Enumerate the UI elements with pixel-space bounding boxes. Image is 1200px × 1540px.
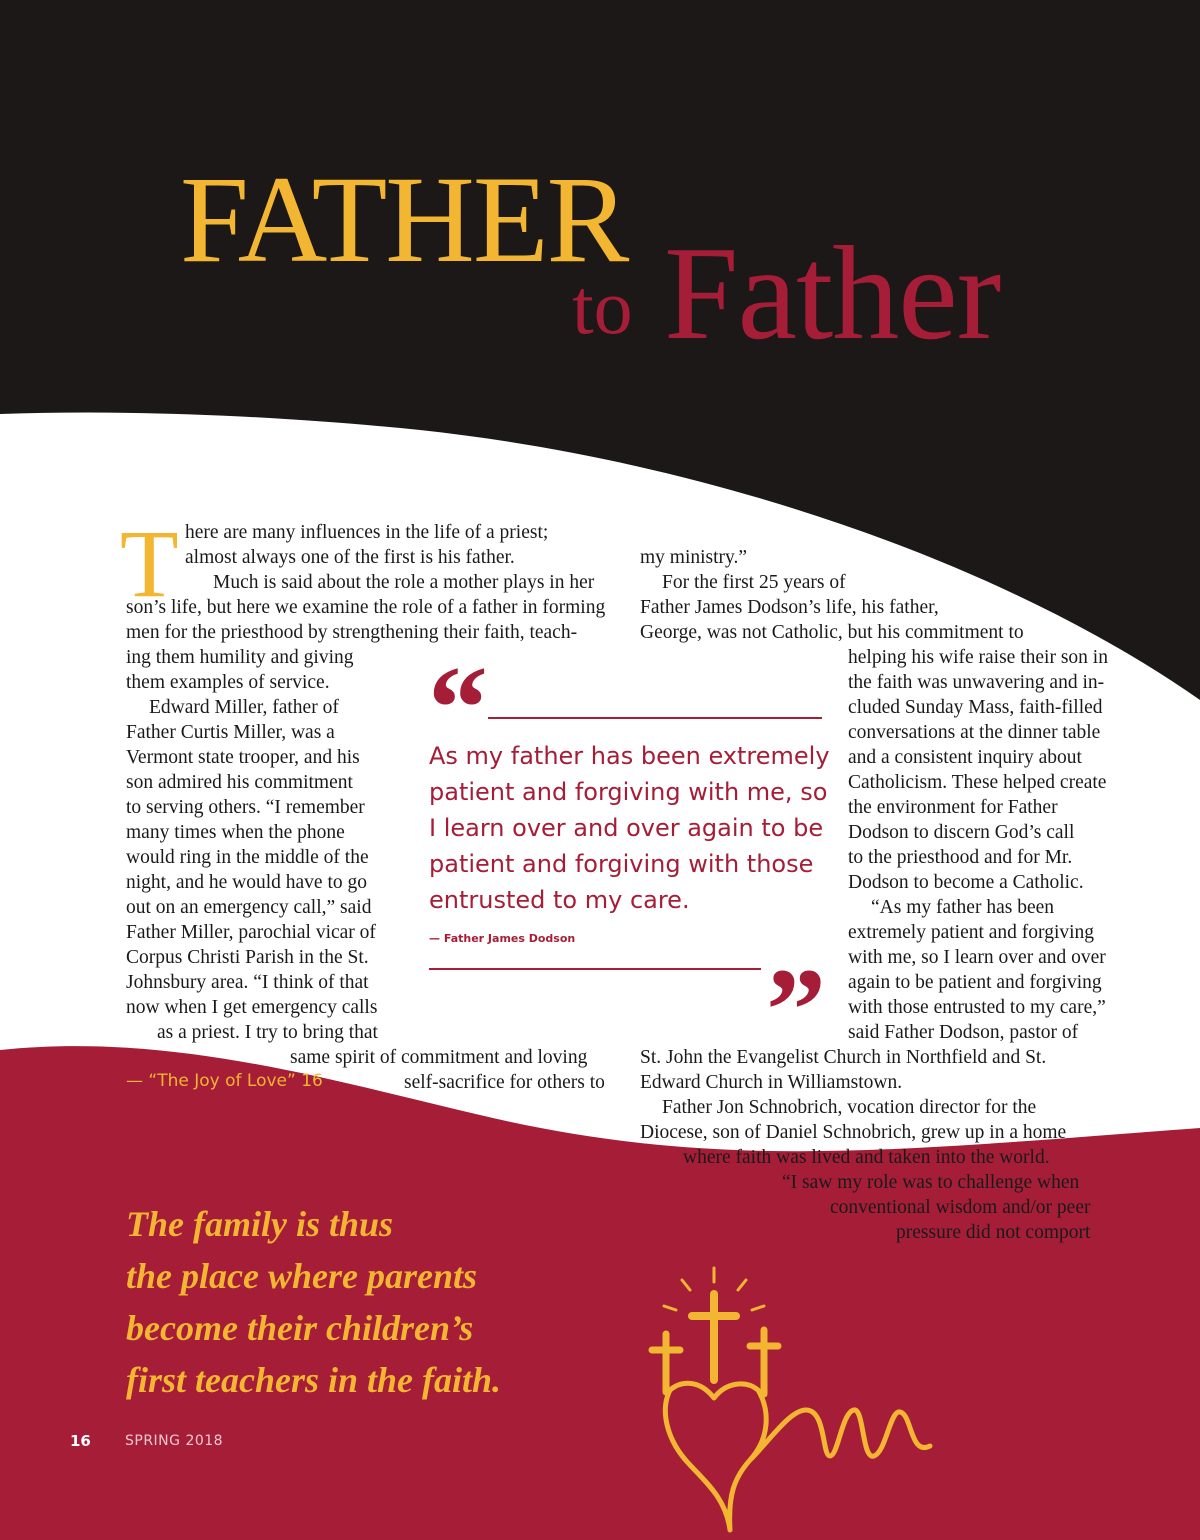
body-line: St. John the Evangelist Church in Northfield and St. bbox=[640, 1047, 1047, 1068]
body-line: Diocese, son of Daniel Schnobrich, grew up in a home bbox=[640, 1122, 1067, 1143]
body-line: self-sacrifice for others to bbox=[404, 1072, 605, 1093]
body-line: same spirit of commitment and loving bbox=[290, 1047, 588, 1068]
pull-quote-bottom-rule bbox=[429, 968, 761, 970]
body-line: with those entrusted to my care,” bbox=[848, 997, 1106, 1018]
body-line: them examples of service. bbox=[126, 672, 330, 693]
body-line: pressure did not comport bbox=[896, 1222, 1091, 1243]
body-line: Much is said about the role a mother plays in her bbox=[213, 572, 595, 593]
body-line: son admired his commitment bbox=[126, 772, 353, 793]
body-line: again to be patient and forgiving bbox=[848, 972, 1102, 993]
body-line: the faith was unwavering and in- bbox=[848, 672, 1105, 693]
pull-quote-line: I learn over and over again to be bbox=[429, 814, 824, 842]
body-line: now when I get emergency calls bbox=[126, 997, 378, 1018]
body-line: Corpus Christi Parish in the St. bbox=[126, 947, 369, 968]
body-line: to serving others. “I remember bbox=[126, 797, 365, 818]
body-line: here are many influences in the life of a priest; bbox=[185, 522, 549, 543]
heart-ribbon-icon bbox=[665, 1383, 930, 1530]
body-line: Vermont state trooper, and his bbox=[126, 747, 360, 768]
body-line: extremely patient and forgiving bbox=[848, 922, 1095, 943]
pull-quote-attribution: — Father James Dodson bbox=[429, 932, 576, 945]
body-line: Edward Church in Williamstown. bbox=[640, 1072, 903, 1093]
body-line: “I saw my role was to challenge when bbox=[782, 1172, 1080, 1193]
body-line: For the first 25 years of bbox=[662, 572, 846, 593]
right-cross-icon bbox=[750, 1330, 778, 1394]
feature-quote-line: become their children’s bbox=[126, 1308, 474, 1348]
body-line: Catholicism. These helped create bbox=[848, 772, 1107, 793]
crosses-heart-illustration bbox=[630, 1260, 950, 1540]
body-line: “As my father has been bbox=[871, 897, 1055, 918]
body-line: Father Miller, parochial vicar of bbox=[126, 922, 376, 943]
feature-quote-line: The family is thus bbox=[126, 1204, 394, 1244]
feature-quote-line: first teachers in the faith. bbox=[126, 1360, 502, 1400]
body-line: with me, so I learn over and over bbox=[848, 947, 1106, 968]
body-line: to the priesthood and for Mr. bbox=[848, 847, 1073, 868]
body-line: Father James Dodson’s life, his father, bbox=[640, 597, 939, 618]
body-line: out on an emergency call,” said bbox=[126, 897, 372, 918]
center-cross-icon bbox=[692, 1294, 736, 1380]
body-line: cluded Sunday Mass, faith-filled bbox=[848, 697, 1103, 718]
body-line: ing them humility and giving bbox=[126, 647, 354, 668]
body-line: Father Jon Schnobrich, vocation director for the bbox=[662, 1097, 1037, 1118]
body-line: conventional wisdom and/or peer bbox=[830, 1197, 1091, 1218]
body-line: men for the priesthood by strengthening their faith, teach- bbox=[126, 622, 578, 643]
title-to: to bbox=[572, 263, 633, 350]
body-line: Dodson to discern God’s call bbox=[848, 822, 1075, 843]
body-line: night, and he would have to go bbox=[126, 872, 367, 893]
body-line: said Father Dodson, pastor of bbox=[848, 1022, 1079, 1043]
body-line: George, was not Catholic, but his commitment to bbox=[640, 622, 1024, 643]
pull-quote-line: entrusted to my care. bbox=[429, 886, 690, 914]
body-line: almost always one of the first is his father. bbox=[185, 547, 515, 568]
body-line: Father Curtis Miller, was a bbox=[126, 722, 335, 743]
feature-quote-source: — “The Joy of Love” 16 bbox=[126, 1071, 323, 1091]
pull-quote-line: As my father has been extremely bbox=[429, 742, 830, 770]
feature-quote-line: the place where parents bbox=[126, 1256, 477, 1296]
title-father-second: Father bbox=[664, 219, 1001, 367]
black-header-wave bbox=[0, 0, 1200, 700]
body-line: helping his wife raise their son in bbox=[848, 647, 1108, 668]
open-quote-mark: “ bbox=[428, 641, 488, 774]
pull-quote-top-rule bbox=[488, 717, 822, 719]
body-line: would ring in the middle of the bbox=[126, 847, 369, 868]
body-line: many times when the phone bbox=[126, 822, 345, 843]
close-quote-mark: ” bbox=[766, 943, 826, 1076]
body-line: my ministry.” bbox=[640, 547, 748, 568]
title-father: FATHER bbox=[180, 151, 628, 288]
body-line: Johnsbury area. “I think of that bbox=[126, 972, 369, 993]
pull-quote-line: patient and forgiving with me, so bbox=[429, 778, 828, 806]
pull-quote-line: patient and forgiving with those bbox=[429, 850, 814, 878]
issue-label: SPRING 2018 bbox=[125, 1433, 224, 1449]
drop-cap: T bbox=[120, 510, 179, 617]
body-line: where faith was lived and taken into the world. bbox=[683, 1147, 1050, 1168]
left-cross-icon bbox=[652, 1334, 680, 1392]
body-line: Dodson to become a Catholic. bbox=[848, 872, 1084, 893]
body-line: Edward Miller, father of bbox=[149, 697, 339, 718]
body-line: son’s life, but here we examine the role of a father in forming bbox=[126, 597, 606, 618]
body-line: the environment for Father bbox=[848, 797, 1058, 818]
body-line: conversations at the dinner table bbox=[848, 722, 1101, 743]
page-number: 16 bbox=[70, 1432, 91, 1450]
body-line: as a priest. I try to bring that bbox=[157, 1022, 378, 1043]
body-line: and a consistent inquiry about bbox=[848, 747, 1082, 768]
